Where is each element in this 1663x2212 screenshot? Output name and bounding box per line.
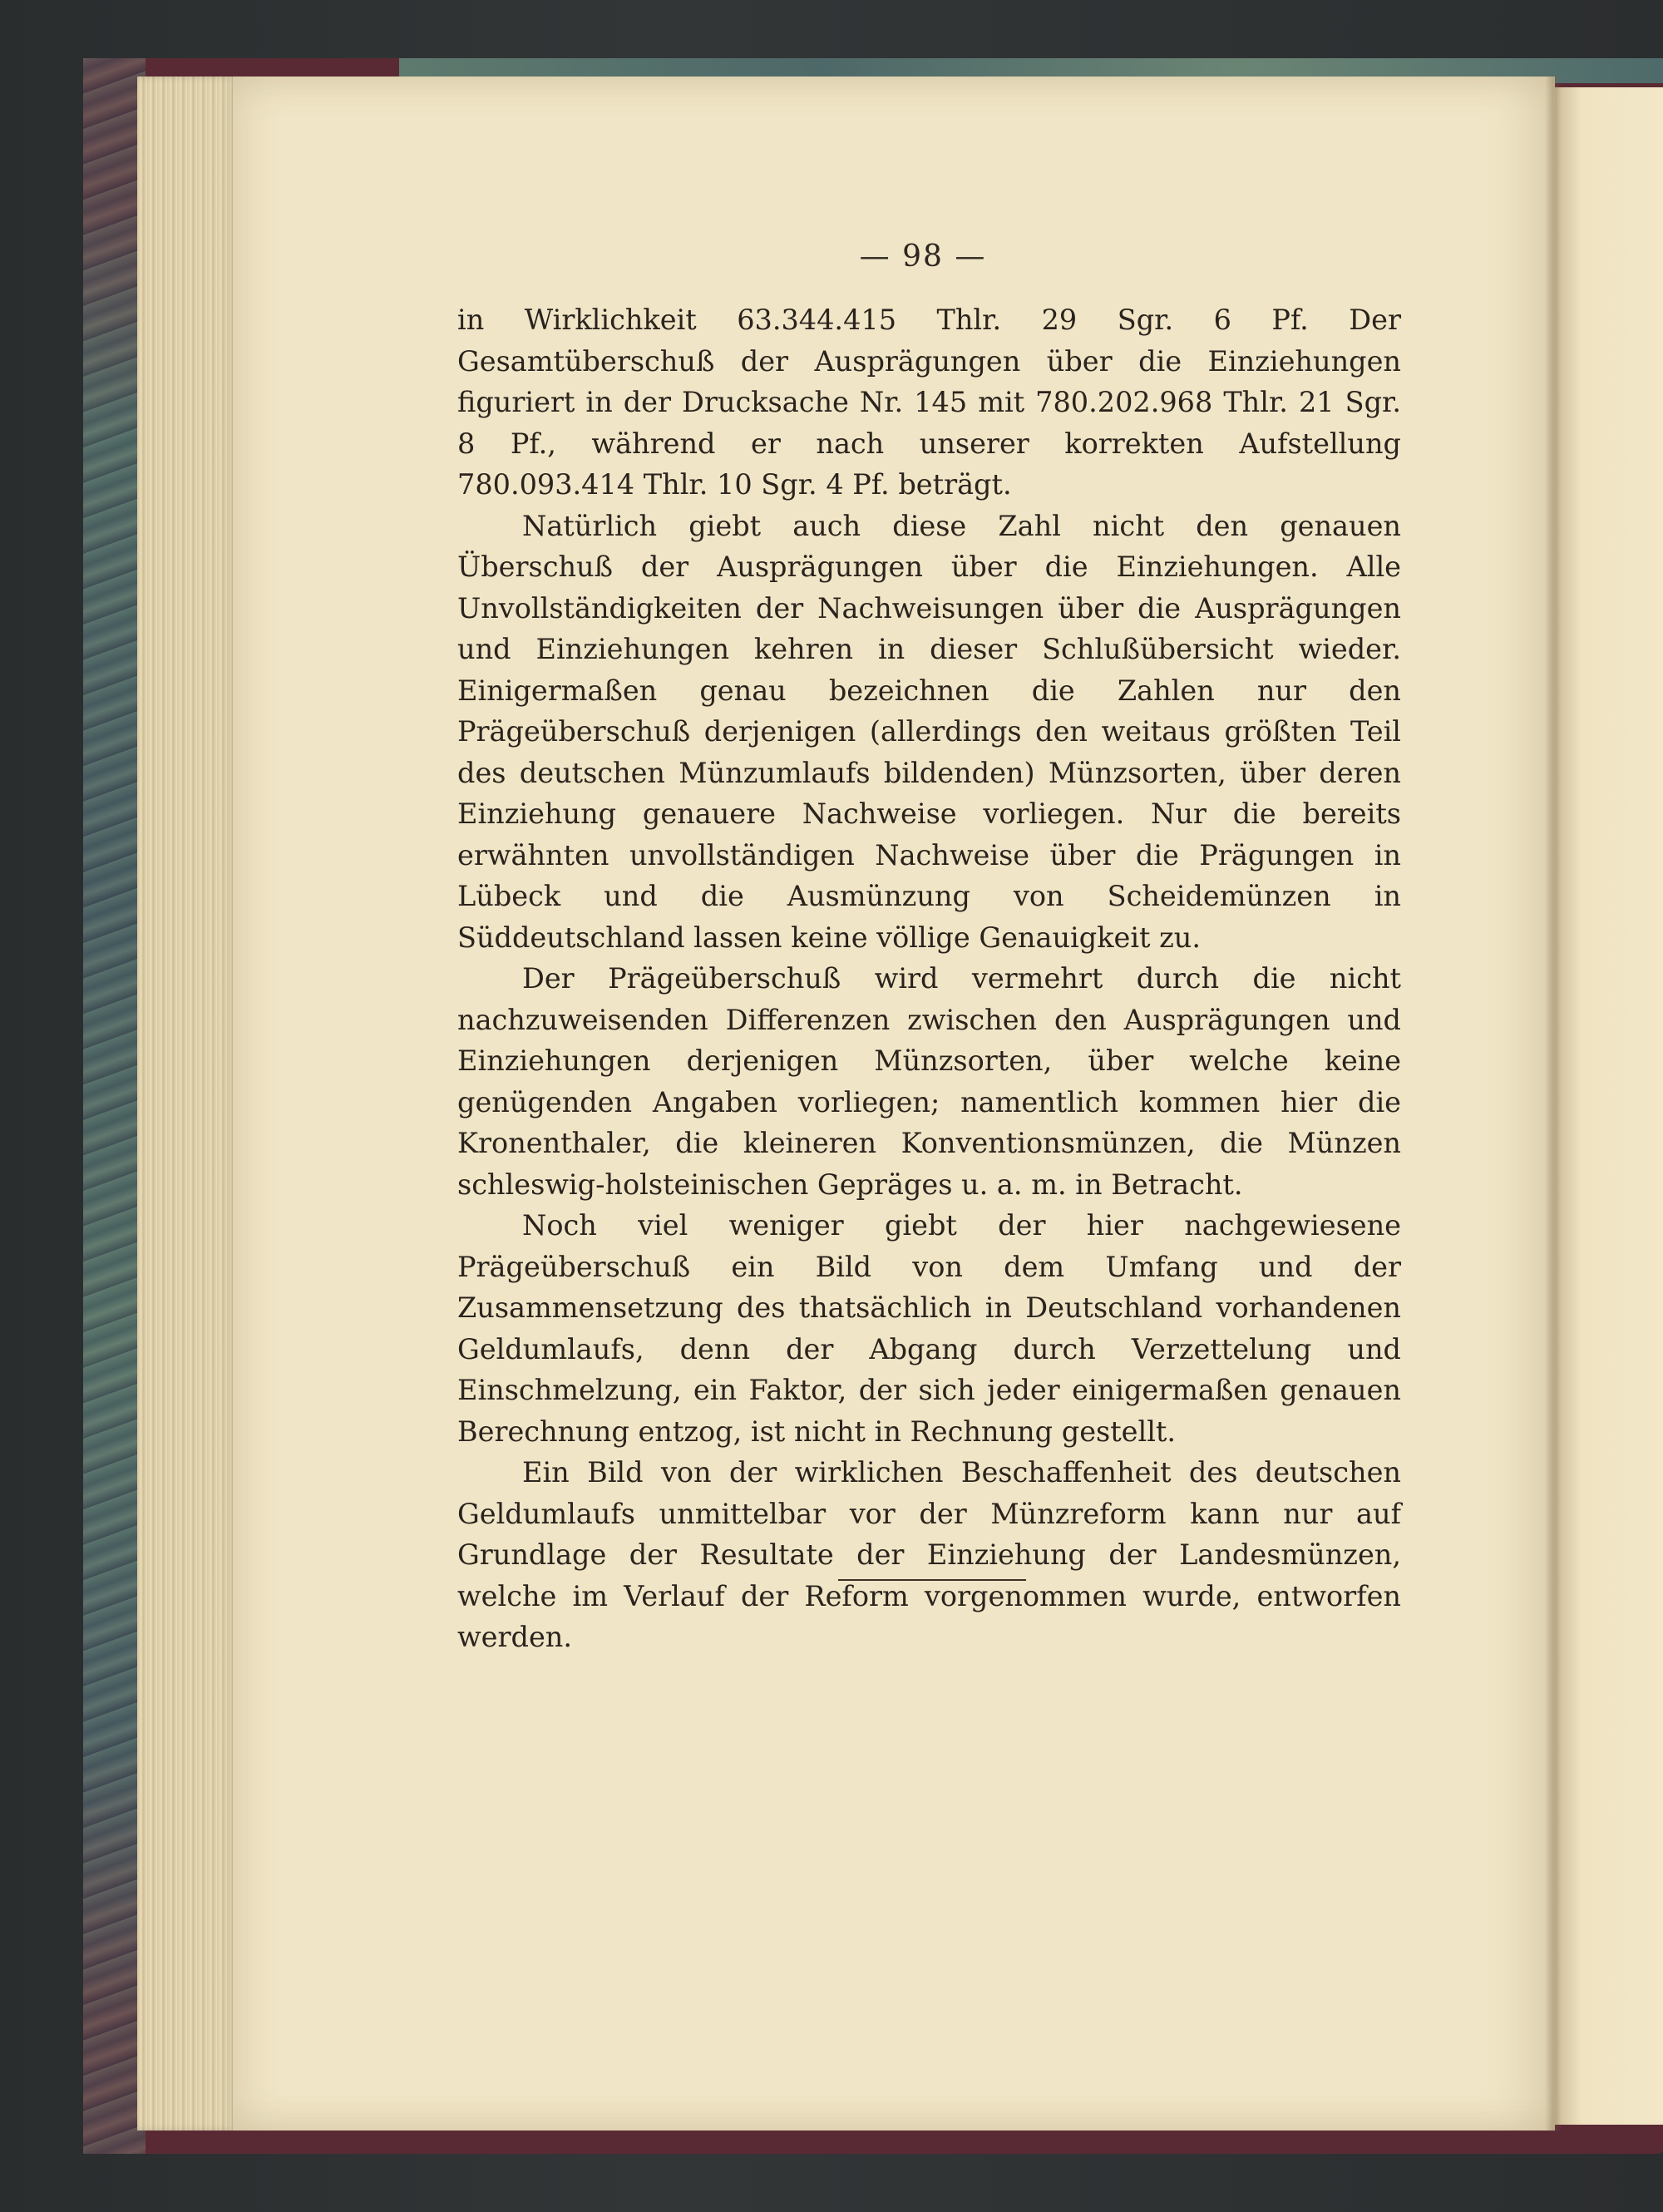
page-edges — [137, 77, 237, 2131]
marbled-cover-edge — [83, 58, 146, 2154]
page-number: — 98 — — [859, 239, 987, 274]
facing-page — [1555, 87, 1663, 2125]
page-gutter — [1545, 77, 1562, 2131]
paragraph-4: Noch viel weniger giebt der hier nachgewiesene Prägeüberschuß ein Bild von dem Umfang und der Zusammensetzung des thatsächlich in Deutschland vorhandenen Geldumlaufs, denn der Abgang durch Verzettelung und Einschmelzung, ein Faktor, der sich jeder einigermaßen genauen Berechnung entzog, ist nicht in Rechnung gestellt. — [457, 1209, 1401, 1448]
paragraph-2: Natürlich giebt auch diese Zahl nicht den genauen Überschuß der Ausprägungen über die Einziehungen. Alle Unvollständigkeiten der Nachweisungen über die Ausprägungen und Einziehungen kehren in dieser Schlußübersicht wieder. Einigermaßen genau bezeichnen die Zahlen nur den Prägeüberschuß derjenigen (allerdings den weitaus größten Teil des deutschen Münzumlaufs bildenden) Münzsorten, über deren Einziehung genauere Nachweise vorliegen. Nur die bereits erwähnten unvollständigen Nachweise über die Prägungen in Lübeck und die Ausmünzung von Scheidemünzen in Süddeutschland lassen keine völlige Genauigkeit zu. — [457, 509, 1401, 954]
paragraph-5: Ein Bild von der wirklichen Beschaffenheit des deutschen Geldumlaufs unmittelbar vor der Münzreform kann nur auf Grundlage der Resultate der Einziehung der Landesmünzen, welche im Verlauf der Reform vorgenommen wurde, entworfen werden. — [457, 1456, 1401, 1653]
body-text — [457, 299, 1401, 1658]
paragraph-3: Der Prägeüberschuß wird vermehrt durch die nicht nachzuweisenden Differenzen zwischen den Ausprägungen und Einziehungen derjenigen Münzsorten, über welche keine genügenden Angaben vorliegen; namentlich kommen hier die Kronenthaler, die kleineren Konventionsmünzen, die Münzen schleswig-holsteinischen Gepräges u. a. m. in Betracht. — [457, 962, 1401, 1201]
section-divider-rule — [838, 1579, 1026, 1581]
paragraph-1: in Wirklichkeit 63.344.415 Thlr. 29 Sgr. 6 Pf. Der Gesamtüberschuß der Ausprägungen über die Einziehungen figuriert in der Drucksache Nr. 145 mit 780.202.968 Thlr. 21 Sgr. 8 Pf., während er nach unserer korrekten Aufstellung 780.093.414 Thlr. 10 Sgr. 4 Pf. beträgt. — [457, 304, 1401, 501]
